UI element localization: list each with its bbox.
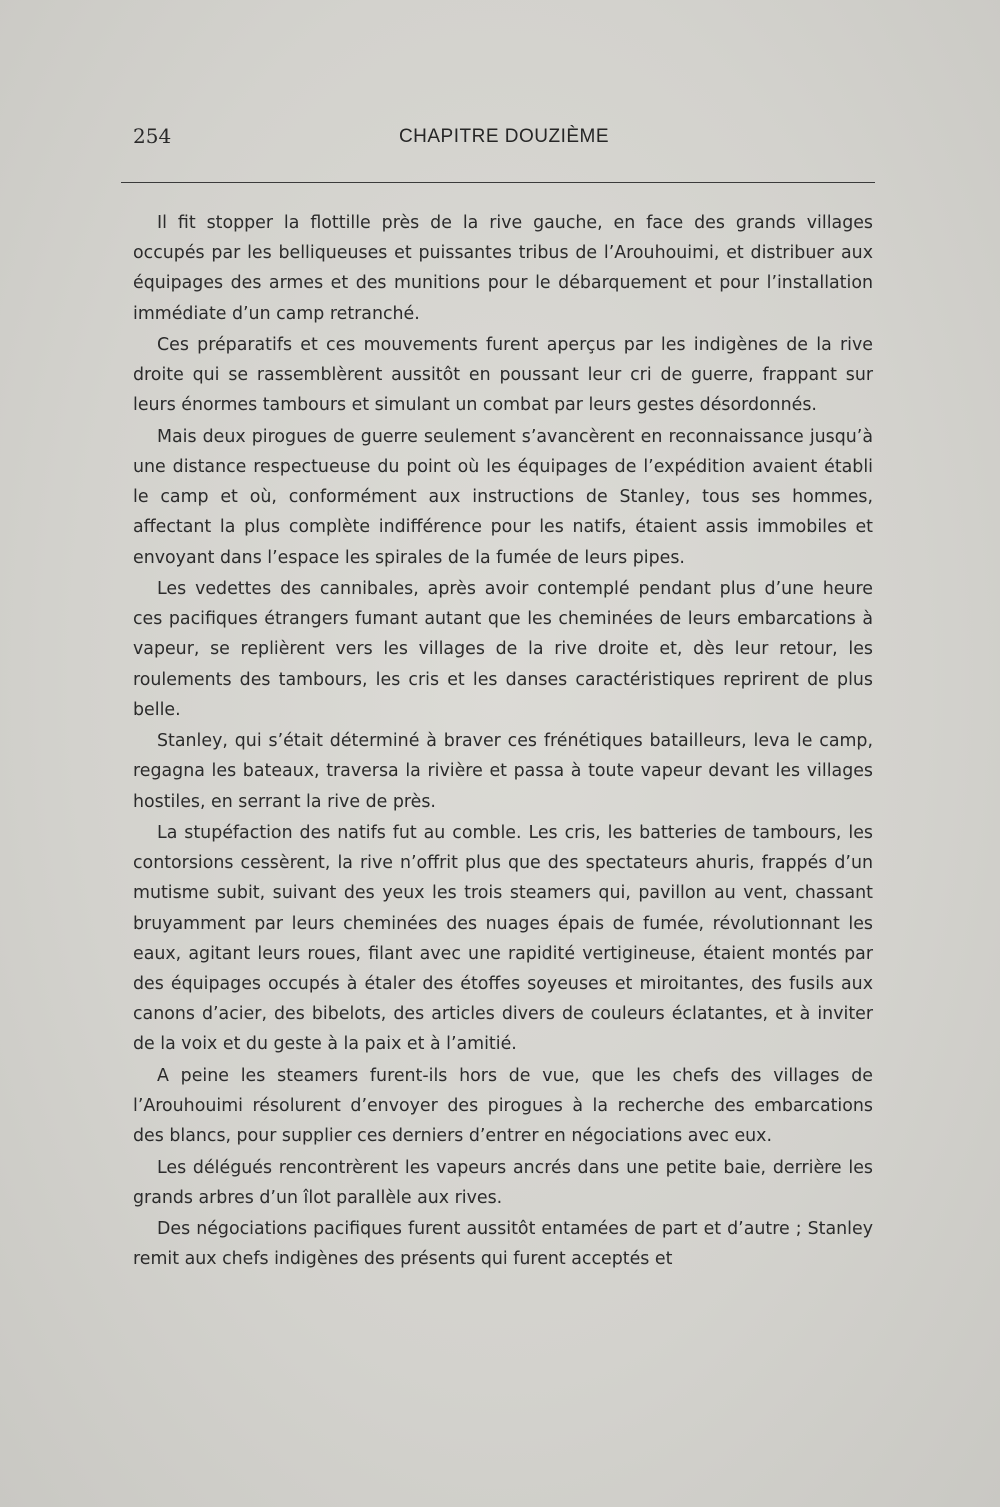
paragraph: Ces préparatifs et ces mouvements furent aperçus par les indigènes de la rive droite qui se rassemblèrent aussitôt en poussant leur cri de guerre, frappant sur leurs énormes tambours et simulant un combat par leurs gestes désordonnés.: [133, 335, 873, 416]
paragraph: La stupéfaction des natifs fut au comble. Les cris, les batteries de tambours, les contorsions cessèrent, la rive n’offrit plus que des spectateurs ahuris, frappés d’un mutisme subit, suivant des yeux les trois steamers qui, pavillon au vent, chassant bruyamment par leurs cheminées des nuages épais de fumée, révolutionnant les eaux, agitant leurs roues, filant avec une rapidité vertigineuse, étaient montés par des équipages occupés à étaler des étoffes soyeuses et miroitantes, des fusils aux canons d’acier, des bibelots, des articles divers de couleurs éclatantes, et à inviter de la voix et du geste à la paix et à l’amitié.: [133, 823, 873, 1055]
paragraph: Mais deux pirogues de guerre seulement s’avancèrent en reconnaissance jusqu’à une distance respectueuse du point où les équipages de l’expédition avaient établi le camp et où, conformément aux instructions de Stanley, tous ses hommes, affectant la plus complète indifférence pour les natifs, étaient assis immobiles et envoyant dans l’espace les spirales de la fumée de leurs pipes.: [133, 426, 873, 568]
running-title: CHAPITRE DOUZIÈME: [398, 126, 610, 147]
body-text: [133, 208, 873, 1276]
paragraph: Il fit stopper la flottille près de la rive gauche, en face des grands villages occupés par les belliqueuses et puissantes tribus de l’Arouhouimi, et distribuer aux équipages des armes et des munitions pour le débarquement et pour l’installation immédiate d’un camp retranché.: [133, 213, 873, 324]
page-number: 254: [133, 124, 172, 148]
paragraph: Les vedettes des cannibales, après avoir contemplé pendant plus d’une heure ces pacifiques étrangers fumant autant que les cheminées de leurs embarcations à vapeur, se replièrent vers les villages de la rive droite et, dès leur retour, les roulements des tambours, les cris et les danses caractéristiques reprirent de plus belle.: [133, 579, 873, 720]
paragraph: Les délégués rencontrèrent les vapeurs ancrés dans une petite baie, derrière les grands arbres d’un îlot parallèle aux rives.: [133, 1157, 873, 1208]
paragraph: Des négociations pacifiques furent aussitôt entamées de part et d’autre ; Stanley remit aux chefs indigènes des présents qui furent acceptés et: [133, 1219, 873, 1270]
paragraph: Stanley, qui s’était déterminé à braver ces frénétiques batailleurs, leva le camp, regagna les bateaux, traversa la rivière et passa à toute vapeur devant les villages hostiles, en serrant la rive de près.: [133, 731, 873, 812]
header-rule: [121, 182, 875, 183]
page-header: [133, 124, 875, 158]
paragraph: A peine les steamers furent-ils hors de vue, que les chefs des villages de l’Arouhouimi résolurent d’envoyer des pirogues à la recherche des embarcations des blancs, pour supplier ces derniers d’entrer en négociations avec eux.: [133, 1065, 873, 1147]
